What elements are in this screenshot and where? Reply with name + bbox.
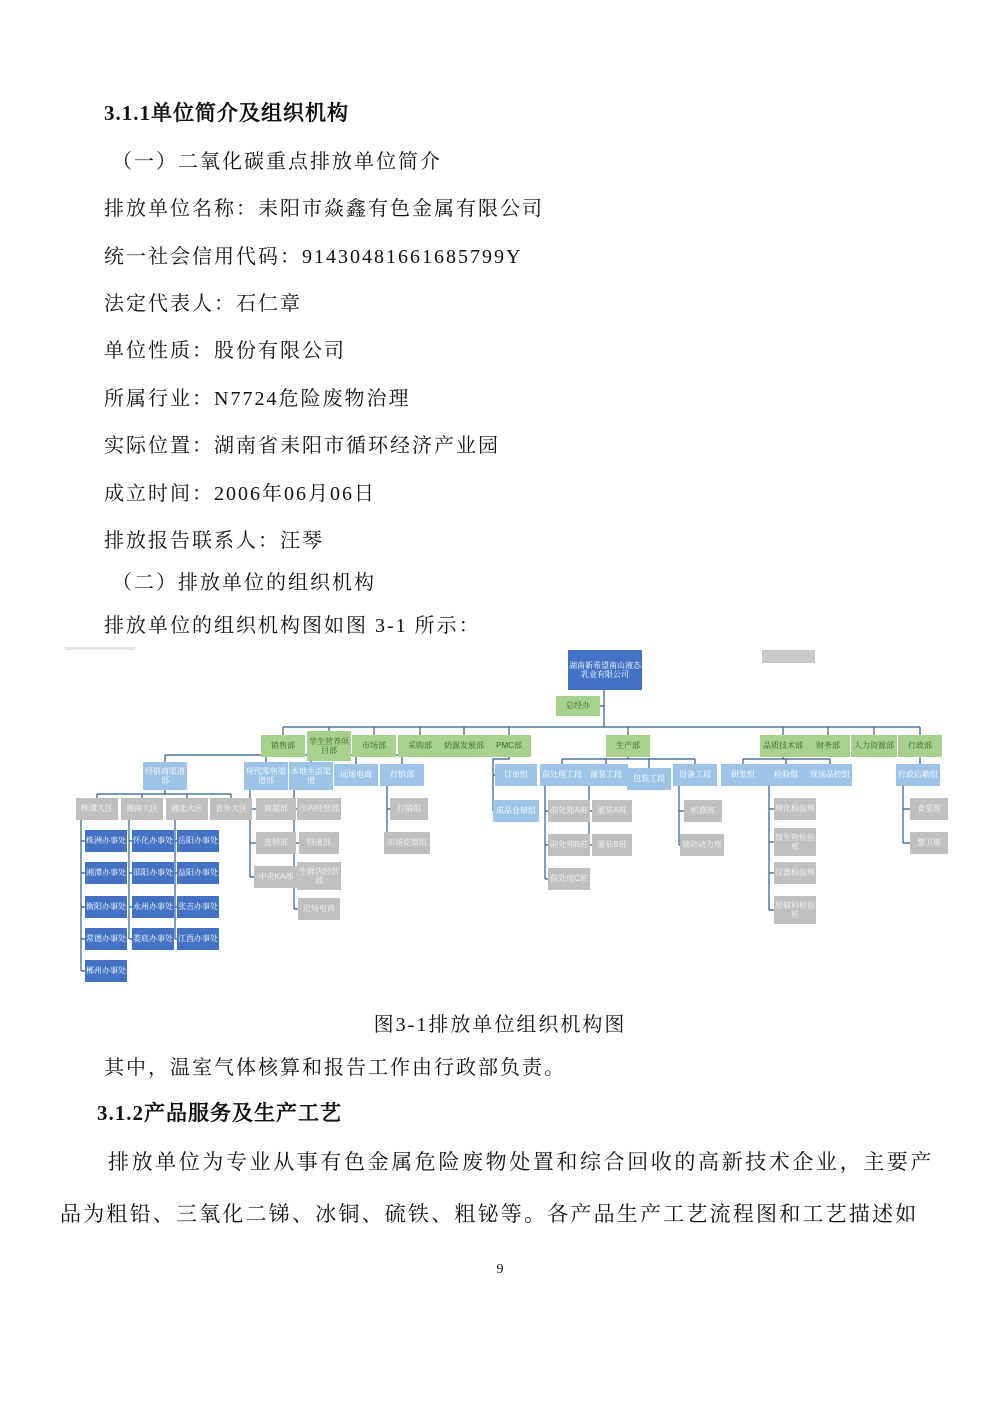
- intro-line: 法定代表人：石仁章: [104, 293, 302, 315]
- org-node-ycds: 远场电商: [334, 764, 378, 786]
- org-node-ztdq: 株潭大区: [76, 798, 118, 820]
- scan-artifact: [65, 647, 135, 650]
- org-node-ddz: 订单组: [495, 764, 537, 786]
- org-node-yy: 岳阳办事处: [177, 830, 219, 852]
- org-node-gzA: 灌装A班: [592, 800, 632, 822]
- org-node-xsyy: 学生营养项目部: [307, 731, 351, 761]
- section-heading-311: 3.1.1单位简介及组织机构: [104, 101, 349, 125]
- org-node-scjc: 市场监察组: [384, 832, 430, 854]
- org-node-zz: 株洲办事处: [85, 830, 127, 852]
- org-node-swdq: 省外大区: [210, 798, 252, 820]
- intro-line: 所属行业：N7724危险废物治理: [104, 388, 411, 410]
- org-node-yz: 永州办事处: [132, 896, 174, 918]
- figure-caption: 图3-1排放单位组织机构图: [373, 1014, 627, 1036]
- org-node-xbdq: 湘北大区: [166, 798, 208, 820]
- intro-line: 单位性质：股份有限公司: [104, 340, 346, 362]
- org-node-jyz: 检验组: [764, 764, 808, 786]
- org-node-jx: 江西办事处: [177, 928, 219, 950]
- scan-artifact: [762, 650, 815, 663]
- intro-line: （二）排放单位的组织机构: [112, 572, 376, 594]
- org-node-ld: 娄底办事处: [132, 928, 174, 950]
- org-node-zyka: 中央KA部: [254, 866, 298, 888]
- org-node-yfljy: 原辅料检验班: [774, 896, 816, 924]
- org-node-rlzy: 人力资源部: [851, 735, 897, 757]
- org-node-pzjs: 品质技术部: [760, 735, 806, 757]
- org-node-yiy: 益阳办事处: [177, 862, 219, 884]
- org-node-xsb: 销售部: [261, 735, 305, 757]
- org-node-cpcc: 成品仓储组: [493, 800, 539, 822]
- org-node-qclC: 前处理C班: [548, 868, 590, 890]
- org-node-pmc: PMC部: [487, 735, 531, 757]
- org-node-zj: 张吉办事处: [177, 896, 219, 918]
- org-node-qclB: 前处理B班: [548, 834, 590, 856]
- intro-line: 统一社会信用代码：91430481661685799Y: [104, 246, 523, 268]
- org-node-nyfz: 奶源发展部: [441, 735, 487, 757]
- org-node-scb: 市场部: [352, 735, 396, 757]
- org-node-cgb: 采购部: [398, 735, 442, 757]
- intro-line: 排放单位名称：耒阳市焱鑫有色金属有限公司: [104, 198, 544, 220]
- org-node-xzb: 行政部: [898, 735, 942, 757]
- org-node-hxb: 行销部: [380, 764, 424, 786]
- org-node-root: 湖南新希望南山液态乳业有限公司: [568, 650, 642, 690]
- org-node-sbgd: 设备工段: [673, 764, 717, 786]
- section-heading-312: 3.1.2产品服务及生产工艺: [97, 1101, 342, 1125]
- org-node-jcds: 近场电商: [298, 898, 340, 920]
- org-node-hxz: 行销组: [390, 798, 428, 820]
- org-node-gzgd: 灌装工段: [584, 764, 628, 786]
- org-node-qclA: 前处理A班: [548, 800, 590, 822]
- org-node-bdsh: 本地生活渠道: [289, 762, 333, 790]
- paragraph-line: 排放单位为专业从事有色金属危险废物处置和综合回收的高新技术企业，主要产: [108, 1150, 934, 1174]
- org-node-qclgd: 前处理工段: [540, 764, 584, 786]
- org-node-ttb: 特通部: [299, 832, 339, 854]
- org-node-bzgd: 包装工段: [627, 768, 671, 790]
- org-node-wswjy: 微生物检验班: [774, 828, 816, 856]
- intro-line: 实际位置：湖南省耒阳市循环经济产业园: [104, 435, 500, 457]
- org-node-cd: 常德办事处: [85, 928, 127, 950]
- intro-line: 成立时间：2006年06月06日: [104, 483, 376, 505]
- org-node-jwb: 警卫班: [910, 832, 948, 854]
- org-node-zjb: 总经办: [556, 696, 600, 716]
- org-node-jxs: 经销商渠道部: [143, 762, 187, 790]
- org-node-jxb: 机修班: [684, 800, 722, 822]
- figure-note: 其中，温室气体核算和报告工作由行政部负责。: [104, 1057, 566, 1079]
- org-node-yqjy: 仪器检验班: [774, 862, 816, 884]
- paragraph-line: 品为粗铅、三氧化二锑、冰铜、硫铁、粗铋等。各产品生产工艺流程图和工艺描述如: [60, 1202, 919, 1226]
- page-number: 9: [496, 1262, 504, 1277]
- org-node-xcpk: 现场品控组: [808, 764, 852, 786]
- org-node-xt: 湘潭办事处: [85, 862, 127, 884]
- org-node-yfz: 研发组: [721, 764, 765, 786]
- org-node-lsb: 连锁部: [256, 832, 296, 854]
- org-node-gzB: 灌装B班: [592, 834, 632, 856]
- org-node-lhjy: 理化检验班: [774, 798, 816, 820]
- org-node-shy: 邵阳办事处: [132, 862, 174, 884]
- org-node-scb2: 商超部: [256, 798, 296, 820]
- org-node-hh: 怀化办事处: [132, 830, 174, 852]
- org-node-shcb: 生产部: [606, 735, 650, 757]
- org-node-chz: 郴州办事处: [85, 960, 127, 982]
- org-node-cwb: 财务部: [806, 735, 850, 757]
- org-node-stb: 食堂班: [910, 798, 948, 820]
- intro-line: （一）二氧化碳重点排放单位简介: [112, 151, 442, 173]
- org-node-xndq: 湘南大区: [121, 798, 163, 820]
- intro-line: 排放报告联系人：汪琴: [104, 530, 324, 552]
- org-node-fzdl: 辅助动力班: [680, 834, 724, 856]
- org-node-snjy: 市内经营部: [297, 798, 341, 820]
- org-node-xdls: 现代零售渠道部: [244, 762, 288, 790]
- org-node-sxdjy: 生鲜店经营部: [297, 862, 341, 890]
- org-node-hy: 衡阳办事处: [85, 896, 127, 918]
- intro-line: 排放单位的组织机构图如图 3-1 所示：: [104, 615, 481, 637]
- org-node-xzhq: 行政后勤组: [896, 764, 940, 786]
